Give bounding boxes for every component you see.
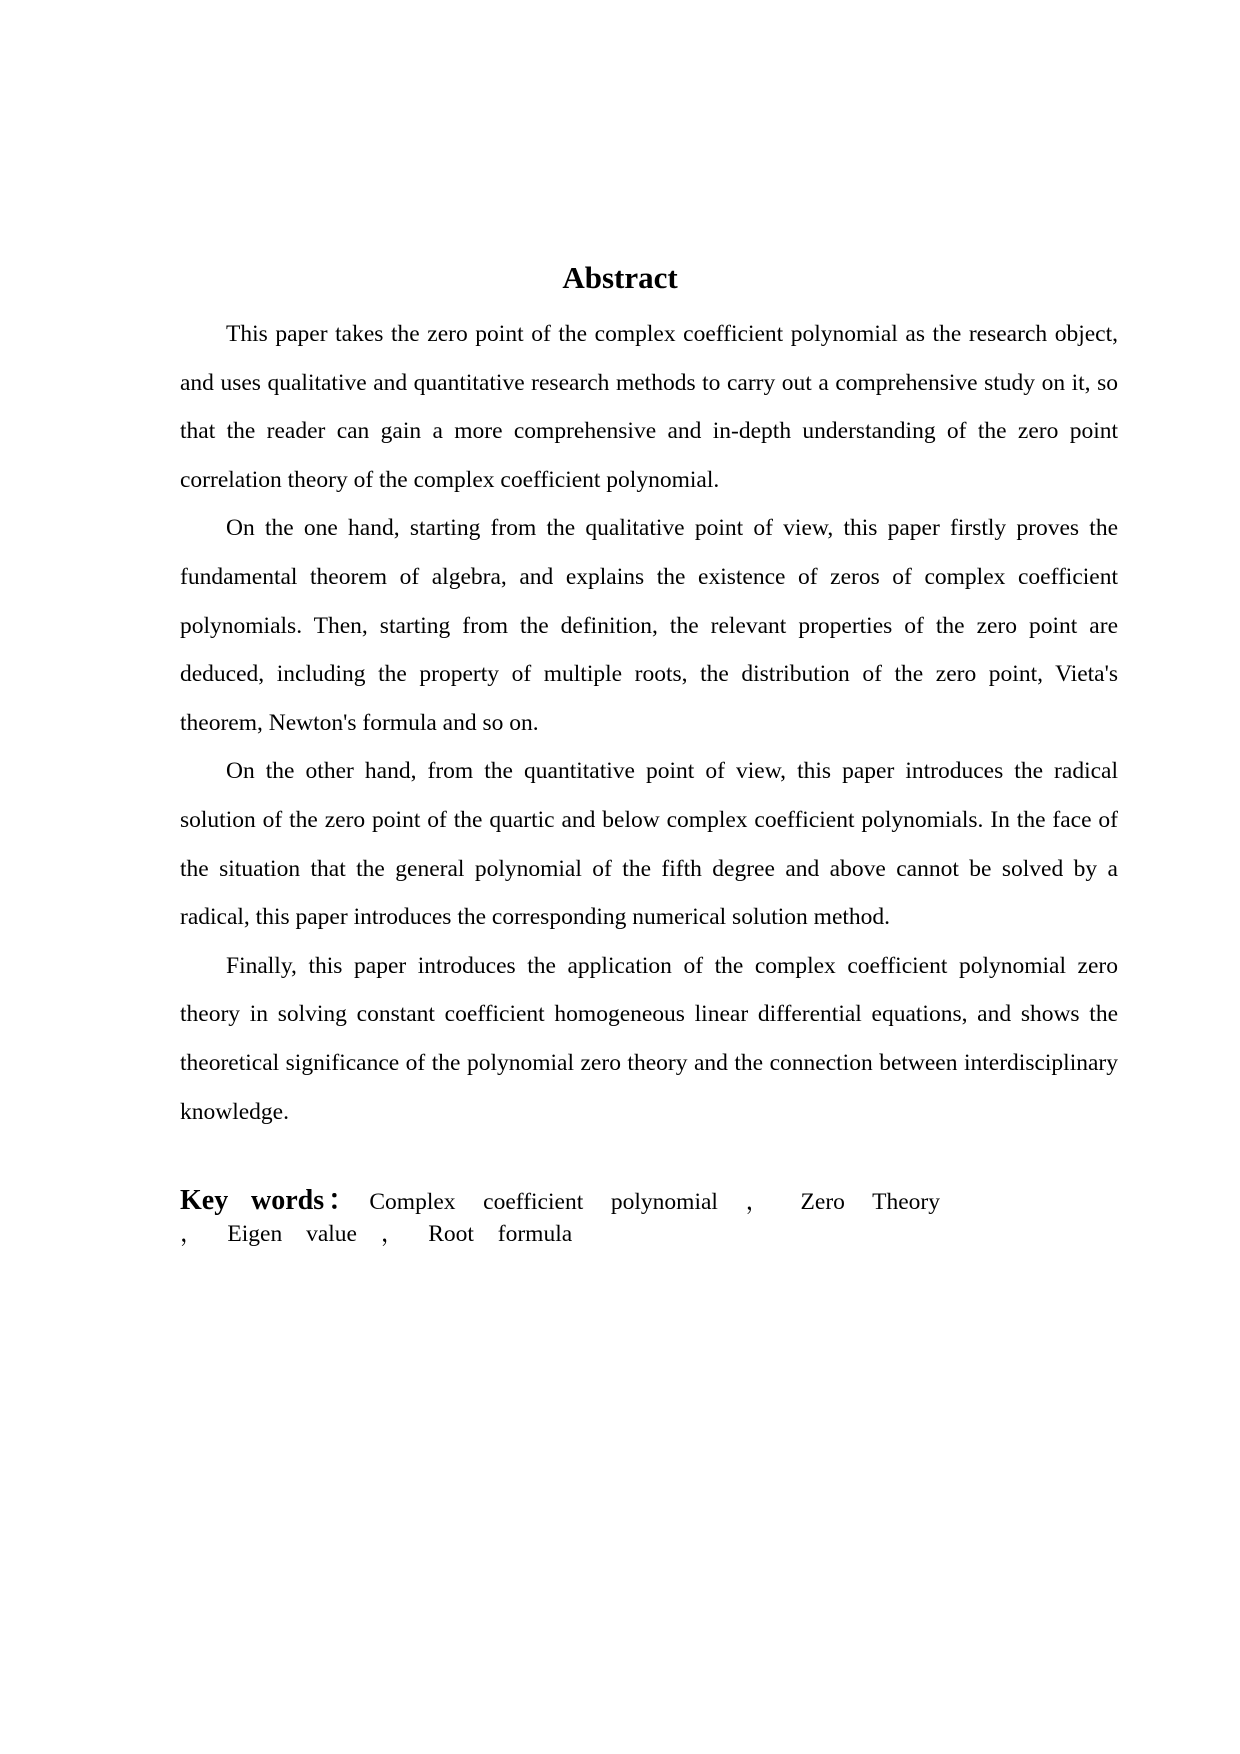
abstract-paragraph: On the one hand, starting from the qualitative point of view, this paper firstly proves the fundamental theorem of algebra, and explains the existence of zeros of complex coefficient polynomials. Then, starting from the definition, the relevant properties of the zero point are deduced, including the property of multiple roots, the distribution of the zero point, Vieta's theorem, Newton's formula and so on. <box>180 515 1118 736</box>
abstract-paragraph: On the other hand, from the quantitative point of view, this paper introduces the radical solution of the zero point of the quartic and below complex coefficient polynomials. In the face of the situation that the general polynomial of the fifth degree and above cannot be solved by a radical, this paper introduces the corresponding numerical solution method. <box>180 758 1118 931</box>
keywords-block <box>180 1185 940 1250</box>
keywords-list: Complex coefficient polynomial ， Zero Theory ， Eigen value ， Root formula <box>180 1189 941 1247</box>
abstract-body <box>180 310 1118 1136</box>
keywords-label: Key words： <box>180 1185 360 1216</box>
abstract-paragraph: Finally, this paper introduces the application of the complex coefficient polynomial zero theory in solving constant coefficient homogeneous linear differential equations, and shows the theoretical significance of the polynomial zero theory and the connection between interdisciplinary knowledge. <box>180 952 1118 1125</box>
abstract-paragraph: This paper takes the zero point of the complex coefficient polynomial as the research object, and uses qualitative and quantitative research methods to carry out a comprehensive study on it, so that the reader can gain a more comprehensive and in-depth understanding of the zero point correlation theory of the complex coefficient polynomial. <box>180 321 1118 493</box>
abstract-title: Abstract <box>562 260 678 295</box>
